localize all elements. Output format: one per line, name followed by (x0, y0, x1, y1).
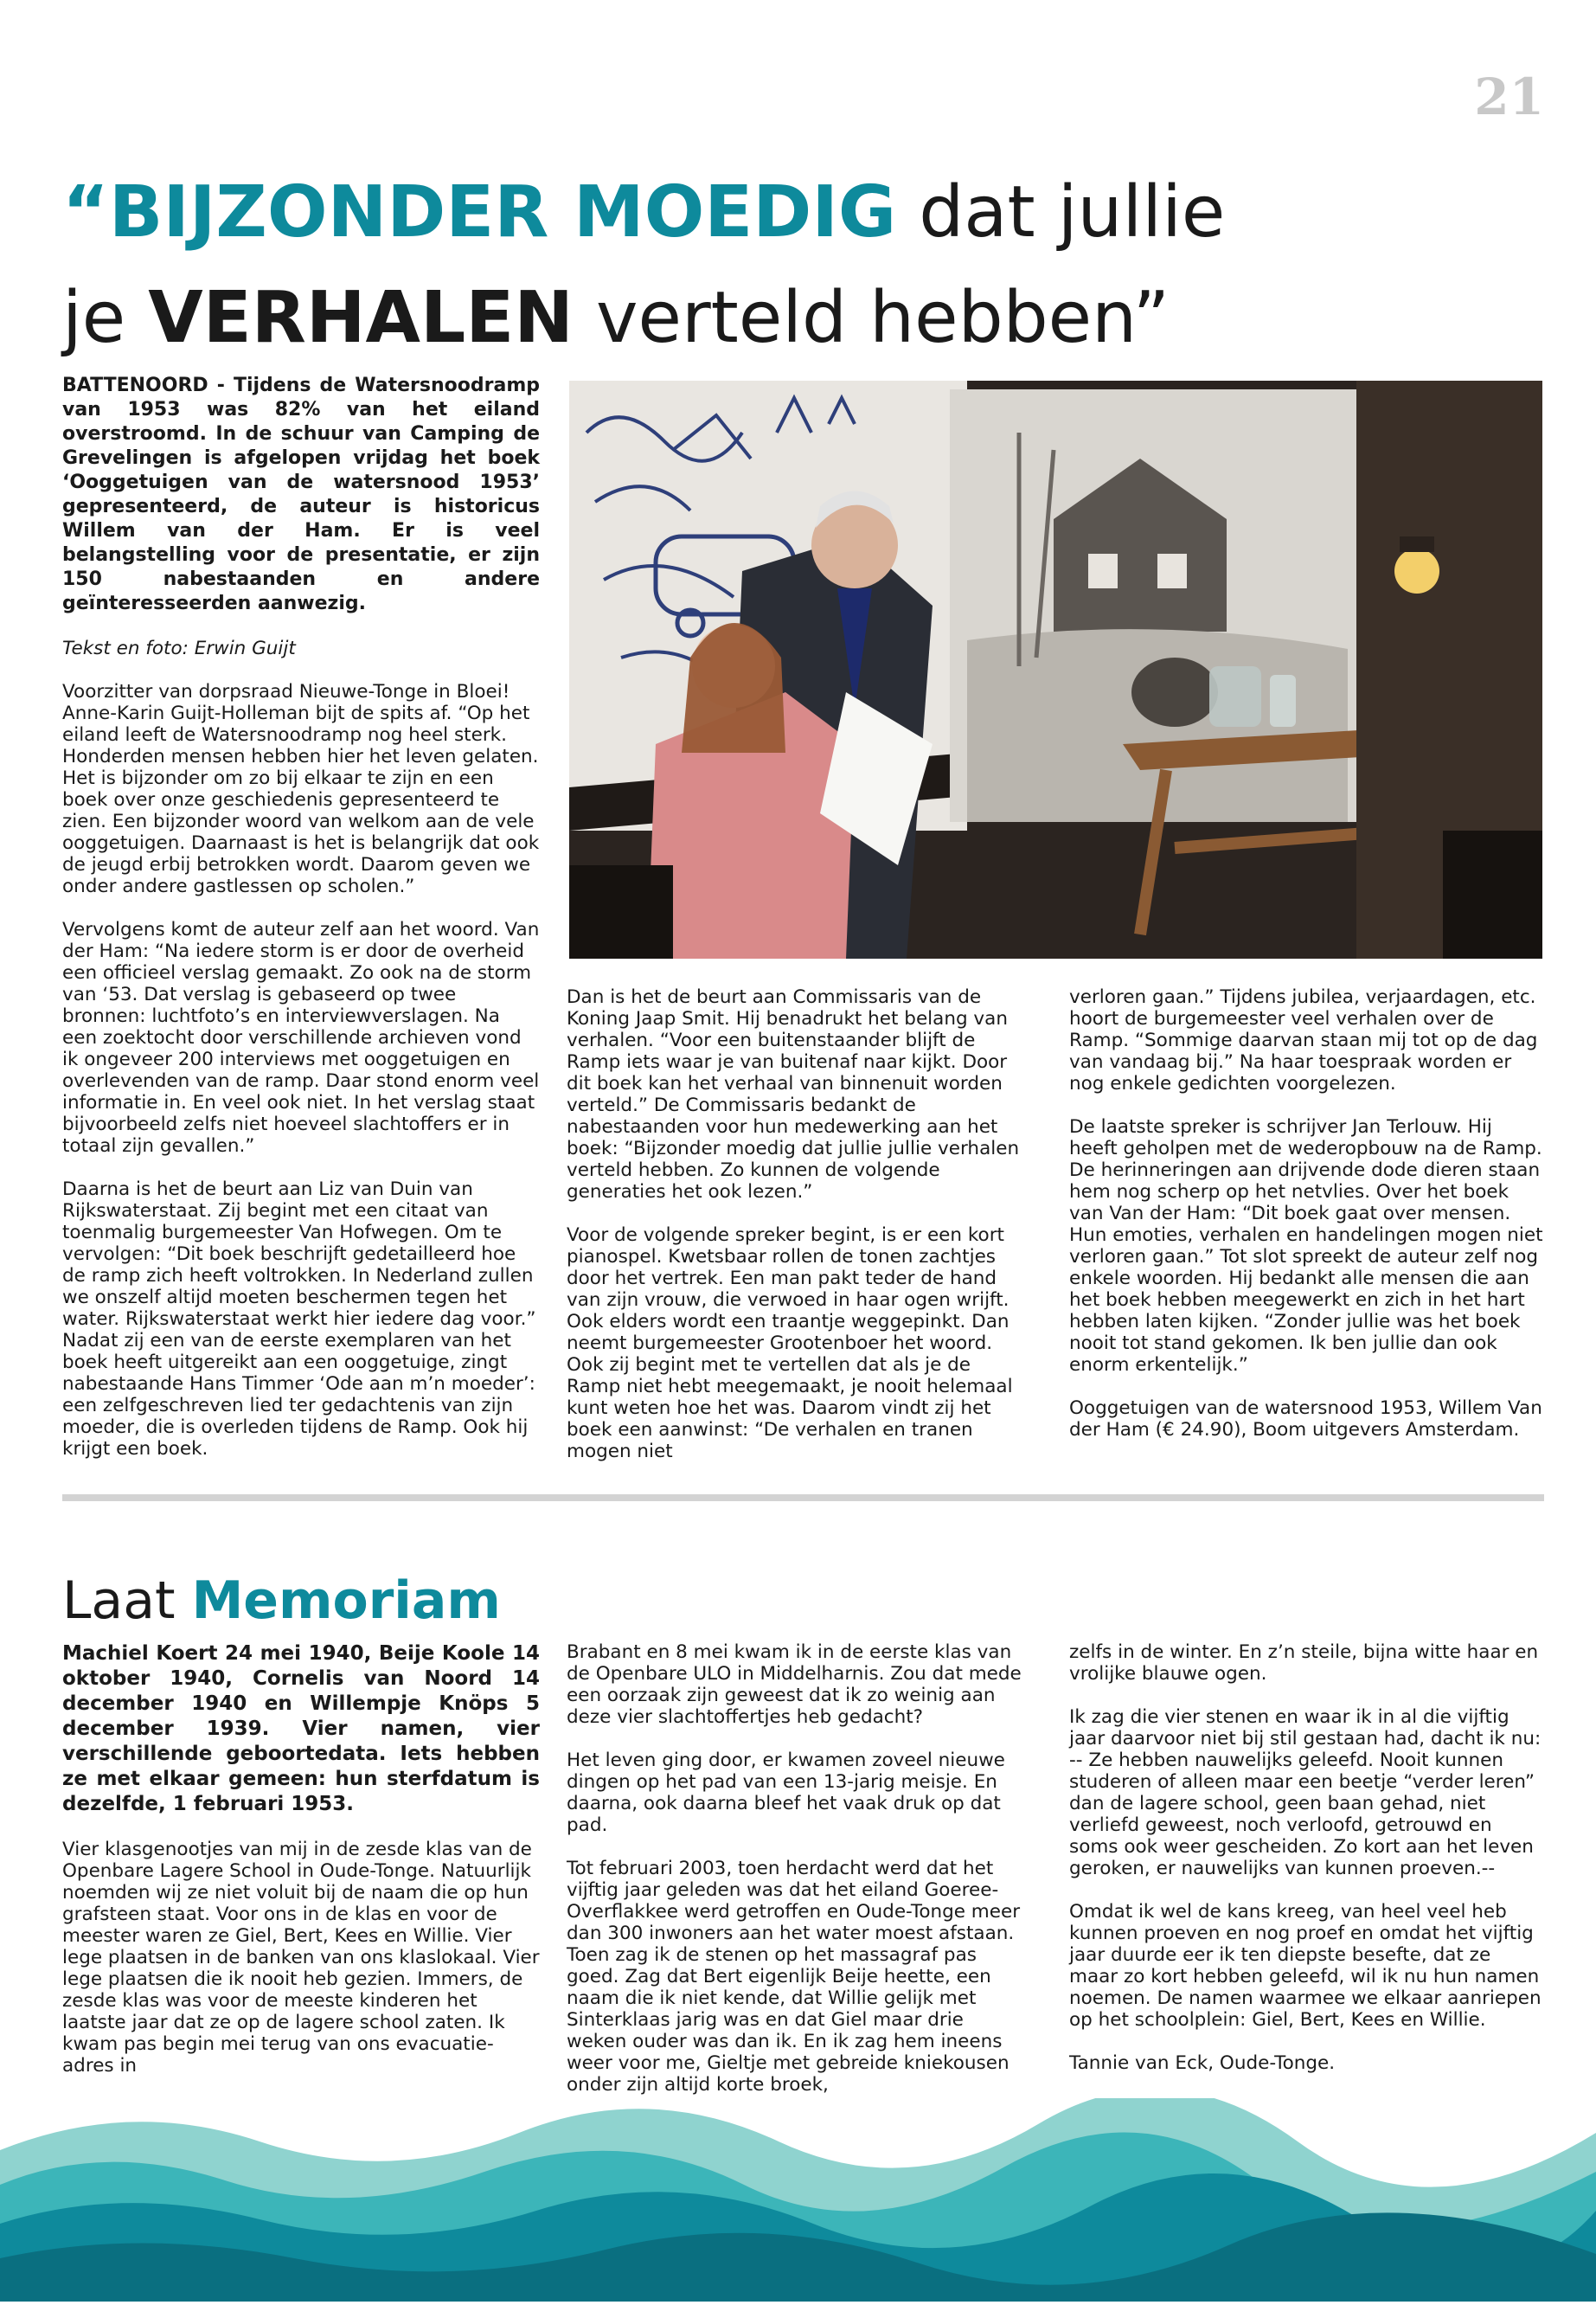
headline-part-2-post: verteld hebben” (573, 277, 1170, 359)
event-photo (569, 381, 1542, 959)
article2-paragraph: Tot februari 2003, toen herdacht werd dat het vijftig jaar geleden was dat het eiland Goeree-Overflakkee werd getroffen en Oude-Tonge meer dan 300 inwoners aan het water moest afstaan. Toen zag ik de stenen op het massagraf pas goed. Zag dat Bert eigenlijk Beije heette, een naam die ik niet kende, dat Willie gelijk met Sinterklaas jarig was en dat Giel maar drie weken ouder was dan ik. En ik zag hem ineens weer voor me, Gieltje met gebreide kniekousen onder zijn altijd korte broek, (567, 1858, 1021, 2096)
article2-column-2 (567, 1641, 1027, 2117)
article2-paragraph: Brabant en 8 mei kwam ik in de eerste klas van de Openbare ULO in Middelharnis. Zou dat mede een oorzaak zijn geweest dat ik zo weinig aan deze vier slachtoffertjes heb gedacht? (567, 1641, 1022, 1728)
headline-emph-1: “BIJZONDER MOEDIG (62, 171, 897, 254)
article1-paragraph: De laatste spreker is schrijver Jan Terlouw. Hij heeft geholpen met de wederopbouw na de Ramp. De herinneringen aan drijvende dode dieren staan hem nog scherp op het netvlies. Over het boek van Van der Ham: “Dit boek gaat over mensen. Hun emoties, verhalen en handelingen mogen niet verloren gaan.” Tot slot spreekt de auteur zelf nog enkele woorden. Hij bedankt alle mensen die aan het boek hebben meegewerkt en zich in het hart hebben laten kijken. “Zonder jullie was het boek nooit tot stand gekomen. Ik ben jullie dan ook enorm erkentelijk.” (1069, 1116, 1543, 1376)
book-info: Ooggetuigen van de watersnood 1953, Willem Van der Ham (€ 24.90), Boom uitgevers Amsterdam. (1069, 1397, 1542, 1441)
article1-paragraph: Voor de volgende spreker begint, is er een kort pianospel. Kwetsbaar rollen de tonen zachtjes door het vertrek. Een man pakt teder de hand van zijn vrouw, die verwoed in haar ogen wrijft. Ook elders wordt een traantje weggepinkt. Dan neemt burgemeester Grootenboer het woord. Ook zij begint met te vertellen dat als je de Ramp niet hebt meegemaakt, je nooit helemaal kunt weten hoe het was. Daarom vindt zij het boek een aanwinst: “De verhalen en tranen mogen niet (567, 1224, 1013, 1462)
headline-part-1: dat jullie (896, 171, 1226, 254)
article2-paragraph: zelfs in de winter. En z’n steile, bijna witte haar en vrolijke blauwe ogen. (1069, 1641, 1539, 1685)
page-number: 21 (1474, 67, 1544, 126)
article2-paragraph: Vier klasgenootjes van mij in de zesde klas van de Openbare Lagere School in Oude-Tonge. Natuurlijk noemden wij ze niet voluit bij de naam die op hun grafsteen staat. Voor ons in de klas en voor de meester waren ze Giel, Bert, Kees en Willie. Vier lege plaatsen in de banken van ons klaslokaal. Vier lege plaatsen die ik nooit heb gezien. Immers, de zesde klas was voor de meeste kinderen het laatste jaar dat ze op de lagere school zaten. Ik kwam pas begin mei terug van ons evacuatie-adres in (62, 1839, 540, 2077)
article2-column-3 (1069, 1641, 1543, 2096)
article1-paragraph: Daarna is het de beurt aan Liz van Duin van Rijkswaterstaat. Zij begint met een citaat van toenmalig burgemeester Van Hofwegen. Om te vervolgen: “Dit boek beschrijft gedetailleerd hoe de ramp zich heeft voltrokken. In Nederland zullen we onszelf altijd moeten beschermen tegen het water. Rijkswaterstaat werkt hier iedere dag voor.” Nadat zij een van de eerste exemplaren van het boek heeft uitgereikt aan een ooggetuige, zingt nabestaande Hans Timmer ‘Ode aan m’n moeder’: een zelfgeschreven lied ter gedachtenis van zijn moeder, die is overleden tijdens de Ramp. Ook hij krijgt een boek. (62, 1178, 536, 1460)
article2-column-1 (62, 1641, 540, 2098)
article1-paragraph: Vervolgens komt de auteur zelf aan het woord. Van der Ham: “Na iedere storm is er door de overheid een officieel verslag gemaakt. Zo ook na de storm van ‘53. Dat verslag is gebaseerd op twee bronnen: luchtfoto’s en interviewverslagen. Na een zoektocht door verschillende archieven vond ik ongeveer 200 interviews met ooggetuigen en overlevenden van de ramp. Daar stond enorm veel informatie in. En veel ook niet. In het verslag staat bijvoorbeeld zelfs niet hoeveel slachtoffers er in totaal zijn gevallen.” (62, 919, 540, 1157)
article2-signature: Tannie van Eck, Oude-Tonge. (1069, 2052, 1336, 2074)
article2-paragraph: Ik zag die vier stenen en waar ik in al die vijftig jaar daarvoor niet bij stil gestaan had, dacht ik nu: -- Ze hebben nauwelijks geleefd. Nooit kunnen studeren of alleen maar een beetje “verder leren” dan de lagere school, geen baan gehad, niet verliefd geweest, noch verloofd, getrouwd en soms ook weer gescheiden. Zo kort aan het leven geroken, er nauwelijks van kunnen proeven.-- (1069, 1706, 1542, 1879)
article1-paragraph: verloren gaan.” Tijdens jubilea, verjaardagen, etc. hoort de burgemeester veel verhalen over de Ramp. “Sommige daarvan staan mij tot op de dag van vandaag bij.” Na haar toespraak worden er nog enkele gedichten voorgelezen. (1069, 986, 1538, 1095)
article2-lead: Machiel Koert 24 mei 1940, Beije Koole 14 oktober 1940, Cornelis van Noord 14 december 1940 en Willempje Knöps 5 december 1939. Vier namen, vier verschillende geboortedata. Iets hebben ze met elkaar gemeen: hun sterfdatum is dezelfde, 1 februari 1953. (62, 1642, 540, 1815)
headline-emph-2: VERHALEN (148, 277, 574, 359)
article2-paragraph: Omdat ik wel de kans kreeg, van heel veel heb kunnen proeven en nog proef en omdat het vijftig jaar duurde eer ik ten diepste besefte, dat ze maar zo kort hebben geleefd, wil ik nu hun namen noemen. De namen waarmee we elkaar aanriepen op het schoolplein: Giel, Bert, Kees en Willie. (1069, 1901, 1542, 2031)
wave-decoration (0, 2098, 1596, 2302)
memoriam-headline-pre: Laat (62, 1570, 192, 1631)
article1-lead: BATTENOORD - Tijdens de Watersnoodramp van 1953 was 82% van het eiland overstroomd. In de schuur van Camping de Grevelingen is afgelopen vrijdag het boek ‘Ooggetuigen van de watersnood 1953’ gepresenteerd, de auteur is historicus Willem van der Ham. Er is veel belangstelling voor de presentatie, er zijn 150 nabestaanden en andere geïnteresseerden aanwezig. (62, 375, 540, 614)
article1-paragraph: Voorzitter van dorpsraad Nieuwe-Tonge in Bloei! Anne-Karin Guijt-Holleman bijt de spits af. “Op het eiland leeft de Watersnoodramp nog heel sterk. Honderden mensen hebben hier het leven gelaten. Het is bijzonder om zo bij elkaar te zijn en een boek over onze geschiedenis gepresenteerd te zien. Een bijzonder woord van welkom aan de vele ooggetuigen. Daarnaast is het is belangrijk dat ook de jeugd erbij betrokken wordt. Daarom geven we onder andere gastlessen op scholen.” (62, 681, 540, 897)
article1-column-2 (567, 986, 1027, 1484)
article1-column-1 (62, 374, 540, 1481)
memoriam-headline-emph: Memoriam (191, 1570, 501, 1631)
article1-paragraph: Dan is het de beurt aan Commissaris van de Koning Jaap Smit. Hij benadrukt het belang van verhalen. “Voor een buitenstaander blijft de Ramp iets waar je van buitenaf naar kijkt. Door dit boek kan het verhaal van binnenuit worden verteld.” De Commissaris bedankt de nabestaanden voor hun medewerking aan het boek: “Bijzonder moedig dat jullie jullie verhalen verteld hebben. Zo kunnen de volgende generaties het ook lezen.” (567, 986, 1020, 1203)
article-headline (62, 160, 1533, 371)
headline-part-2-pre: je (62, 277, 149, 359)
memoriam-headline (62, 1566, 501, 1635)
article2-paragraph: Het leven ging door, er kwamen zoveel nieuwe dingen op het pad van een 13-jarig meisje. En daarna, ook daarna bleef het vaak druk op dat pad. (567, 1750, 1005, 1836)
photo-credit: Tekst en foto: Erwin Guijt (62, 638, 296, 659)
article1-column-3 (1069, 986, 1543, 1462)
section-divider (62, 1494, 1544, 1501)
